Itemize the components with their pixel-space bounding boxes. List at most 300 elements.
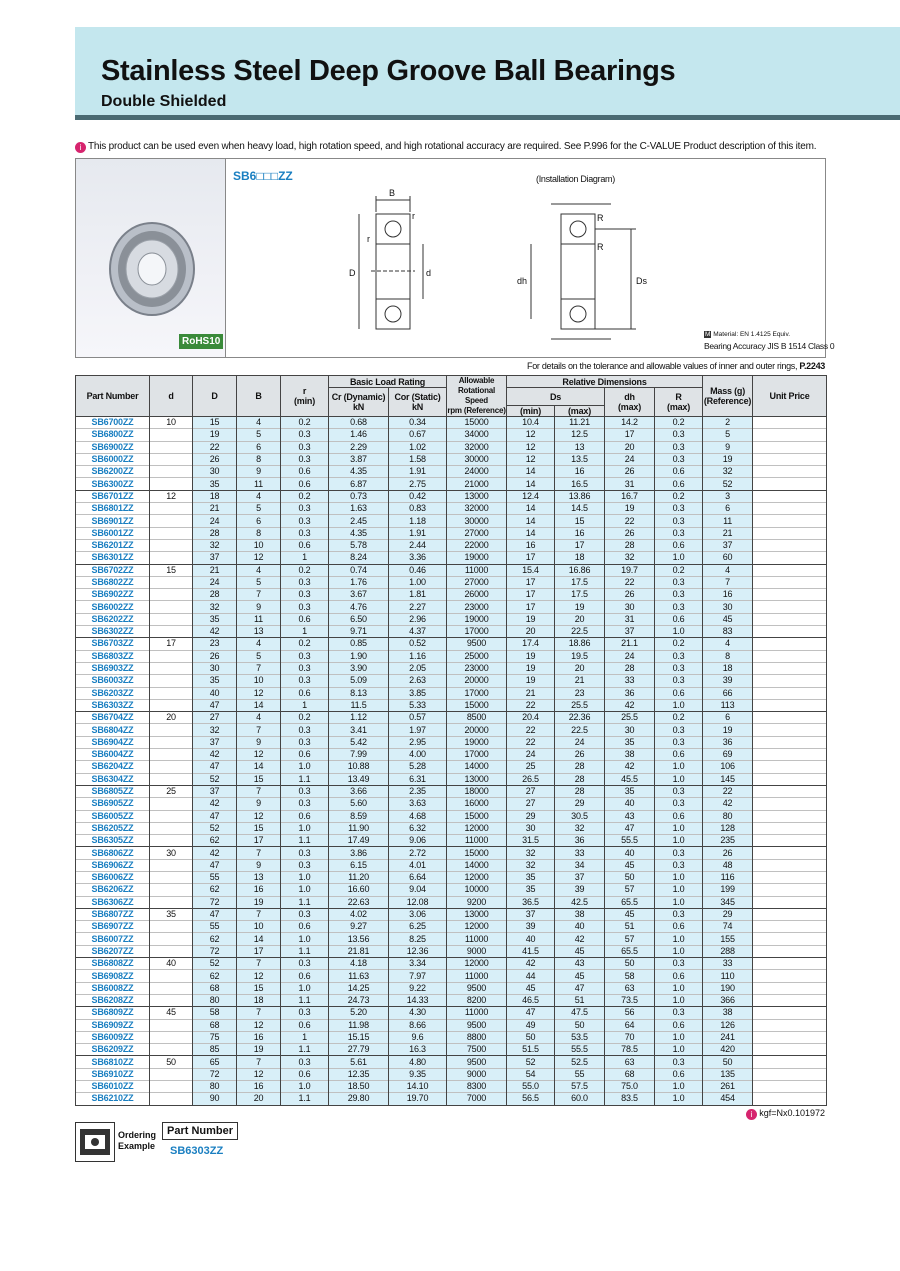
value-cell: 45 bbox=[605, 908, 655, 920]
value-cell: 0.3 bbox=[655, 675, 703, 687]
value-cell: 19 bbox=[605, 503, 655, 515]
value-cell: 1.0 bbox=[655, 626, 703, 638]
bore-cell bbox=[150, 1019, 193, 1031]
value-cell: 15.4 bbox=[507, 564, 555, 576]
value-cell: 0.73 bbox=[329, 490, 389, 502]
value-cell: 41.5 bbox=[507, 945, 555, 957]
value-cell: 22 bbox=[507, 736, 555, 748]
value-cell: 4.76 bbox=[329, 601, 389, 613]
dim-R-top: R bbox=[597, 213, 604, 223]
col-B: B bbox=[237, 376, 281, 417]
value-cell: 19.70 bbox=[389, 1093, 447, 1105]
unit-price-cell bbox=[753, 773, 827, 785]
value-cell: 6.50 bbox=[329, 613, 389, 625]
part-number-cell: SB6009ZZ bbox=[76, 1031, 150, 1043]
bore-cell bbox=[150, 613, 193, 625]
value-cell: 7 bbox=[237, 1007, 281, 1019]
value-cell: 42.5 bbox=[555, 896, 605, 908]
table-row bbox=[76, 564, 827, 576]
value-cell: 0.3 bbox=[281, 441, 329, 453]
col-part-number: Part Number bbox=[76, 376, 150, 417]
part-number-cell: SB6909ZZ bbox=[76, 1019, 150, 1031]
value-cell: 17 bbox=[237, 835, 281, 847]
value-cell: 0.3 bbox=[655, 724, 703, 736]
bore-cell bbox=[150, 945, 193, 957]
value-cell: 21000 bbox=[447, 478, 507, 490]
value-cell: 9500 bbox=[447, 1056, 507, 1068]
value-cell: 8.25 bbox=[389, 933, 447, 945]
part-number-cell: SB6303ZZ bbox=[76, 699, 150, 711]
bore-cell bbox=[150, 884, 193, 896]
value-cell: 0.83 bbox=[389, 503, 447, 515]
value-cell: 21 bbox=[555, 675, 605, 687]
part-number-cell: SB6206ZZ bbox=[76, 884, 150, 896]
value-cell: 51.5 bbox=[507, 1044, 555, 1056]
value-cell: 50 bbox=[555, 1019, 605, 1031]
value-cell: 1.0 bbox=[281, 982, 329, 994]
value-cell: 19 bbox=[507, 650, 555, 662]
value-cell: 37 bbox=[193, 785, 237, 797]
value-cell: 31 bbox=[605, 613, 655, 625]
value-cell: 0.3 bbox=[655, 429, 703, 441]
value-cell: 14 bbox=[507, 466, 555, 478]
value-cell: 0.6 bbox=[655, 810, 703, 822]
value-cell: 0.6 bbox=[281, 539, 329, 551]
value-cell: 72 bbox=[193, 945, 237, 957]
value-cell: 4 bbox=[237, 490, 281, 502]
table-row bbox=[76, 626, 827, 638]
value-cell: 9.35 bbox=[389, 1068, 447, 1080]
value-cell: 16 bbox=[703, 589, 753, 601]
value-cell: 44 bbox=[507, 970, 555, 982]
table-row bbox=[76, 589, 827, 601]
value-cell: 0.3 bbox=[281, 515, 329, 527]
value-cell: 126 bbox=[703, 1019, 753, 1031]
value-cell: 20 bbox=[507, 626, 555, 638]
bore-cell bbox=[150, 859, 193, 871]
part-number-cell: SB6900ZZ bbox=[76, 441, 150, 453]
bore-cell: 50 bbox=[150, 1056, 193, 1068]
part-number-cell: SB6210ZZ bbox=[76, 1093, 150, 1105]
value-cell: 0.3 bbox=[655, 785, 703, 797]
value-cell: 9 bbox=[237, 736, 281, 748]
value-cell: 1.18 bbox=[389, 515, 447, 527]
value-cell: 57 bbox=[605, 933, 655, 945]
value-cell: 23 bbox=[193, 638, 237, 650]
value-cell: 47 bbox=[605, 822, 655, 834]
value-cell: 72 bbox=[193, 1068, 237, 1080]
value-cell: 5.78 bbox=[329, 539, 389, 551]
value-cell: 9500 bbox=[447, 638, 507, 650]
table-row bbox=[76, 994, 827, 1006]
value-cell: 16 bbox=[507, 539, 555, 551]
table-row bbox=[76, 1031, 827, 1043]
part-number-cell: SB6209ZZ bbox=[76, 1044, 150, 1056]
value-cell: 30 bbox=[605, 724, 655, 736]
value-cell: 0.3 bbox=[655, 576, 703, 588]
value-cell: 9500 bbox=[447, 982, 507, 994]
bore-cell: 35 bbox=[150, 908, 193, 920]
value-cell: 15 bbox=[237, 822, 281, 834]
value-cell: 0.52 bbox=[389, 638, 447, 650]
part-number-cell: SB6302ZZ bbox=[76, 626, 150, 638]
value-cell: 11.90 bbox=[329, 822, 389, 834]
value-cell: 1.0 bbox=[655, 884, 703, 896]
value-cell: 37 bbox=[193, 552, 237, 564]
value-cell: 15 bbox=[555, 515, 605, 527]
value-cell: 4.18 bbox=[329, 958, 389, 970]
value-cell: 30 bbox=[193, 466, 237, 478]
value-cell: 6.15 bbox=[329, 859, 389, 871]
value-cell: 24.73 bbox=[329, 994, 389, 1006]
value-cell: 56 bbox=[605, 1007, 655, 1019]
table-row bbox=[76, 847, 827, 859]
value-cell: 52 bbox=[507, 1056, 555, 1068]
value-cell: 0.3 bbox=[655, 798, 703, 810]
value-cell: 288 bbox=[703, 945, 753, 957]
table-row bbox=[76, 675, 827, 687]
value-cell: 11.21 bbox=[555, 417, 605, 429]
value-cell: 16.60 bbox=[329, 884, 389, 896]
value-cell: 75.0 bbox=[605, 1081, 655, 1093]
spec-table-body bbox=[76, 417, 827, 1106]
value-cell: 19 bbox=[703, 724, 753, 736]
value-cell: 0.3 bbox=[655, 958, 703, 970]
value-cell: 9 bbox=[237, 601, 281, 613]
part-number-cell: SB6800ZZ bbox=[76, 429, 150, 441]
value-cell: 27000 bbox=[447, 576, 507, 588]
unit-price-cell bbox=[753, 650, 827, 662]
unit-price-cell bbox=[753, 822, 827, 834]
value-cell: 2.29 bbox=[329, 441, 389, 453]
value-cell: 35 bbox=[605, 736, 655, 748]
unit-price-cell bbox=[753, 662, 827, 674]
value-cell: 1.0 bbox=[281, 1081, 329, 1093]
value-cell: 53.5 bbox=[555, 1031, 605, 1043]
bore-cell: 17 bbox=[150, 638, 193, 650]
value-cell: 7500 bbox=[447, 1044, 507, 1056]
value-cell: 8.59 bbox=[329, 810, 389, 822]
value-cell: 12 bbox=[237, 1019, 281, 1031]
table-row bbox=[76, 724, 827, 736]
value-cell: 0.3 bbox=[281, 785, 329, 797]
value-cell: 25.5 bbox=[555, 699, 605, 711]
bore-cell bbox=[150, 871, 193, 883]
value-cell: 51 bbox=[605, 921, 655, 933]
value-cell: 9200 bbox=[447, 896, 507, 908]
value-cell: 0.3 bbox=[281, 859, 329, 871]
value-cell: 63 bbox=[605, 1056, 655, 1068]
value-cell: 113 bbox=[703, 699, 753, 711]
value-cell: 4.68 bbox=[389, 810, 447, 822]
value-cell: 1.0 bbox=[281, 871, 329, 883]
col-cor: Cor (Static) kN bbox=[389, 388, 447, 417]
value-cell: 42 bbox=[193, 847, 237, 859]
value-cell: 17 bbox=[507, 589, 555, 601]
value-cell: 17000 bbox=[447, 687, 507, 699]
value-cell: 22.63 bbox=[329, 896, 389, 908]
value-cell: 0.3 bbox=[655, 515, 703, 527]
value-cell: 42 bbox=[605, 761, 655, 773]
unit-price-cell bbox=[753, 1007, 827, 1019]
bearing-diagram bbox=[231, 184, 821, 354]
page-title: Stainless Steel Deep Groove Ball Bearings bbox=[101, 55, 676, 87]
value-cell: 9000 bbox=[447, 945, 507, 957]
value-cell: 1.0 bbox=[281, 761, 329, 773]
value-cell: 36.5 bbox=[507, 896, 555, 908]
value-cell: 10 bbox=[237, 675, 281, 687]
part-number-cell: SB6703ZZ bbox=[76, 638, 150, 650]
value-cell: 2.27 bbox=[389, 601, 447, 613]
part-number-cell: SB6801ZZ bbox=[76, 503, 150, 515]
value-cell: 21 bbox=[193, 503, 237, 515]
part-number-cell: SB6306ZZ bbox=[76, 896, 150, 908]
value-cell: 0.3 bbox=[281, 576, 329, 588]
unit-price-cell bbox=[753, 417, 827, 429]
value-cell: 0.6 bbox=[281, 478, 329, 490]
part-number-cell: SB6704ZZ bbox=[76, 712, 150, 724]
value-cell: 68 bbox=[605, 1068, 655, 1080]
value-cell: 3.87 bbox=[329, 453, 389, 465]
value-cell: 1.0 bbox=[655, 1044, 703, 1056]
part-number-cell: SB6700ZZ bbox=[76, 417, 150, 429]
unit-price-cell bbox=[753, 515, 827, 527]
value-cell: 15000 bbox=[447, 810, 507, 822]
value-cell: 6 bbox=[703, 503, 753, 515]
value-cell: 6.64 bbox=[389, 871, 447, 883]
value-cell: 47 bbox=[555, 982, 605, 994]
value-cell: 12 bbox=[237, 552, 281, 564]
value-cell: 12 bbox=[237, 1068, 281, 1080]
page-subtitle: Double Shielded bbox=[101, 93, 227, 110]
value-cell: 1.81 bbox=[389, 589, 447, 601]
value-cell: 1.1 bbox=[281, 945, 329, 957]
value-cell: 1.0 bbox=[655, 896, 703, 908]
value-cell: 19 bbox=[507, 675, 555, 687]
value-cell: 36 bbox=[605, 687, 655, 699]
value-cell: 30 bbox=[703, 601, 753, 613]
rohs-badge: RoHS10 bbox=[179, 334, 223, 349]
value-cell: 0.6 bbox=[655, 1068, 703, 1080]
value-cell: 49 bbox=[507, 1019, 555, 1031]
value-cell: 0.6 bbox=[655, 478, 703, 490]
part-number-cell: SB6906ZZ bbox=[76, 859, 150, 871]
value-cell: 26 bbox=[555, 749, 605, 761]
bore-cell bbox=[150, 576, 193, 588]
bore-cell bbox=[150, 1093, 193, 1105]
value-cell: 1.12 bbox=[329, 712, 389, 724]
value-cell: 0.42 bbox=[389, 490, 447, 502]
value-cell: 25 bbox=[507, 761, 555, 773]
unit-price-cell bbox=[753, 453, 827, 465]
part-number-cell: SB6006ZZ bbox=[76, 871, 150, 883]
table-row bbox=[76, 515, 827, 527]
value-cell: 7 bbox=[237, 785, 281, 797]
value-cell: 65.5 bbox=[605, 945, 655, 957]
part-number-cell: SB6904ZZ bbox=[76, 736, 150, 748]
value-cell: 5 bbox=[237, 429, 281, 441]
value-cell: 4 bbox=[703, 638, 753, 650]
value-cell: 9.06 bbox=[389, 835, 447, 847]
bore-cell: 10 bbox=[150, 417, 193, 429]
value-cell: 0.3 bbox=[281, 453, 329, 465]
unit-price-cell bbox=[753, 564, 827, 576]
value-cell: 31.5 bbox=[507, 835, 555, 847]
value-cell: 15000 bbox=[447, 699, 507, 711]
value-cell: 14 bbox=[237, 933, 281, 945]
value-cell: 23000 bbox=[447, 662, 507, 674]
value-cell: 345 bbox=[703, 896, 753, 908]
table-row bbox=[76, 810, 827, 822]
value-cell: 28 bbox=[605, 539, 655, 551]
value-cell: 0.34 bbox=[389, 417, 447, 429]
accuracy-text: Bearing Accuracy JIS B 1514 Class 0 bbox=[704, 341, 835, 351]
value-cell: 6.87 bbox=[329, 478, 389, 490]
value-cell: 4 bbox=[237, 638, 281, 650]
value-cell: 16 bbox=[555, 466, 605, 478]
value-cell: 11 bbox=[237, 478, 281, 490]
value-cell: 64 bbox=[605, 1019, 655, 1031]
table-row bbox=[76, 441, 827, 453]
value-cell: 13000 bbox=[447, 490, 507, 502]
value-cell: 22 bbox=[507, 699, 555, 711]
value-cell: 0.6 bbox=[281, 613, 329, 625]
value-cell: 19.7 bbox=[605, 564, 655, 576]
value-cell: 48 bbox=[703, 859, 753, 871]
value-cell: 26.5 bbox=[507, 773, 555, 785]
value-cell: 68 bbox=[193, 982, 237, 994]
dim-r-left: r bbox=[367, 234, 370, 244]
value-cell: 0.2 bbox=[655, 490, 703, 502]
part-number-cell: SB6807ZZ bbox=[76, 908, 150, 920]
value-cell: 55 bbox=[193, 921, 237, 933]
value-cell: 13.49 bbox=[329, 773, 389, 785]
value-cell: 1.0 bbox=[655, 835, 703, 847]
value-cell: 45 bbox=[555, 970, 605, 982]
value-cell: 18000 bbox=[447, 785, 507, 797]
value-cell: 2.75 bbox=[389, 478, 447, 490]
table-row bbox=[76, 527, 827, 539]
value-cell: 47 bbox=[193, 699, 237, 711]
value-cell: 0.3 bbox=[655, 527, 703, 539]
bore-cell bbox=[150, 773, 193, 785]
value-cell: 5 bbox=[237, 503, 281, 515]
value-cell: 9.22 bbox=[389, 982, 447, 994]
value-cell: 62 bbox=[193, 884, 237, 896]
value-cell: 36 bbox=[703, 736, 753, 748]
value-cell: 4.80 bbox=[389, 1056, 447, 1068]
value-cell: 0.68 bbox=[329, 417, 389, 429]
part-number-cell: SB6910ZZ bbox=[76, 1068, 150, 1080]
value-cell: 38 bbox=[555, 908, 605, 920]
value-cell: 9.27 bbox=[329, 921, 389, 933]
value-cell: 31 bbox=[605, 478, 655, 490]
value-cell: 2 bbox=[703, 417, 753, 429]
value-cell: 55.5 bbox=[555, 1044, 605, 1056]
value-cell: 80 bbox=[193, 1081, 237, 1093]
value-cell: 3.67 bbox=[329, 589, 389, 601]
value-cell: 12000 bbox=[447, 822, 507, 834]
value-cell: 4.37 bbox=[389, 626, 447, 638]
value-cell: 13 bbox=[237, 626, 281, 638]
value-cell: 16.86 bbox=[555, 564, 605, 576]
value-cell: 16.5 bbox=[555, 478, 605, 490]
value-cell: 11 bbox=[237, 613, 281, 625]
value-cell: 17000 bbox=[447, 626, 507, 638]
table-row bbox=[76, 798, 827, 810]
value-cell: 10 bbox=[237, 539, 281, 551]
value-cell: 60.0 bbox=[555, 1093, 605, 1105]
value-cell: 13.86 bbox=[555, 490, 605, 502]
value-cell: 22 bbox=[605, 515, 655, 527]
spec-table bbox=[75, 375, 827, 1106]
value-cell: 32 bbox=[605, 552, 655, 564]
value-cell: 128 bbox=[703, 822, 753, 834]
table-row bbox=[76, 1068, 827, 1080]
value-cell: 9 bbox=[237, 859, 281, 871]
value-cell: 42 bbox=[507, 958, 555, 970]
col-ds: Ds bbox=[507, 388, 605, 406]
value-cell: 19 bbox=[237, 896, 281, 908]
value-cell: 35 bbox=[507, 871, 555, 883]
value-cell: 0.3 bbox=[655, 503, 703, 515]
value-cell: 454 bbox=[703, 1093, 753, 1105]
value-cell: 9 bbox=[237, 466, 281, 478]
value-cell: 17.5 bbox=[555, 576, 605, 588]
part-number-cell: SB6008ZZ bbox=[76, 982, 150, 994]
value-cell: 12 bbox=[507, 453, 555, 465]
value-cell: 12 bbox=[507, 429, 555, 441]
tolerance-note: For details on the tolerance and allowable values of inner and outer rings, P.2243 bbox=[527, 361, 825, 371]
value-cell: 14 bbox=[507, 478, 555, 490]
value-cell: 47 bbox=[193, 761, 237, 773]
value-cell: 18.86 bbox=[555, 638, 605, 650]
value-cell: 1.1 bbox=[281, 835, 329, 847]
value-cell: 7.97 bbox=[389, 970, 447, 982]
value-cell: 20 bbox=[237, 1093, 281, 1105]
value-cell: 19 bbox=[507, 613, 555, 625]
value-cell: 19000 bbox=[447, 552, 507, 564]
value-cell: 0.2 bbox=[655, 564, 703, 576]
value-cell: 26 bbox=[193, 453, 237, 465]
value-cell: 12 bbox=[237, 749, 281, 761]
value-cell: 13 bbox=[237, 871, 281, 883]
value-cell: 1.58 bbox=[389, 453, 447, 465]
value-cell: 17.4 bbox=[507, 638, 555, 650]
unit-price-cell bbox=[753, 675, 827, 687]
col-relative-dims: Relative Dimensions bbox=[507, 376, 703, 388]
value-cell: 39 bbox=[507, 921, 555, 933]
bore-cell: 25 bbox=[150, 785, 193, 797]
value-cell: 12.08 bbox=[389, 896, 447, 908]
value-cell: 12.5 bbox=[555, 429, 605, 441]
value-cell: 1.0 bbox=[655, 945, 703, 957]
bore-cell: 20 bbox=[150, 712, 193, 724]
value-cell: 4 bbox=[237, 417, 281, 429]
table-row bbox=[76, 613, 827, 625]
value-cell: 9.71 bbox=[329, 626, 389, 638]
table-row bbox=[76, 871, 827, 883]
value-cell: 37 bbox=[507, 908, 555, 920]
table-row bbox=[76, 773, 827, 785]
part-number-cell: SB6300ZZ bbox=[76, 478, 150, 490]
unit-price-cell bbox=[753, 859, 827, 871]
value-cell: 13000 bbox=[447, 773, 507, 785]
part-number-cell: SB6806ZZ bbox=[76, 847, 150, 859]
value-cell: 145 bbox=[703, 773, 753, 785]
value-cell: 32000 bbox=[447, 441, 507, 453]
table-row bbox=[76, 822, 827, 834]
